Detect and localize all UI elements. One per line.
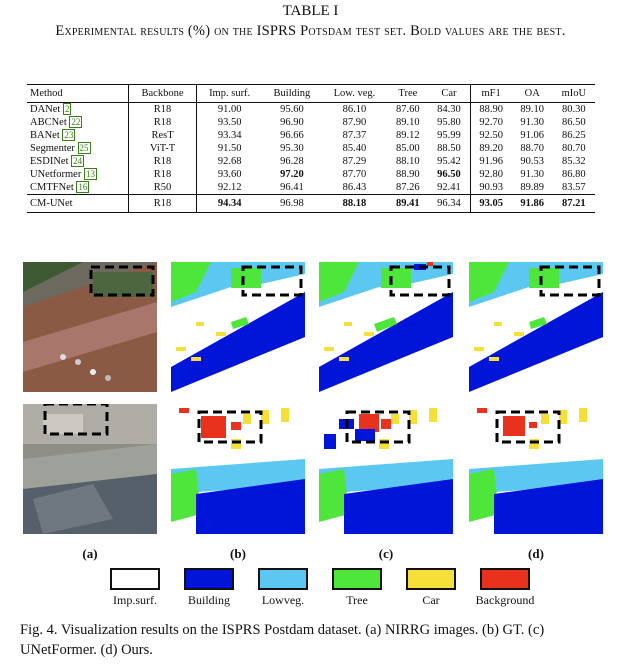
lowveg-cell: 88.18 — [342, 198, 367, 209]
building-cell: 97.20 — [280, 169, 304, 180]
legend-item — [322, 568, 392, 608]
imp-cell: 93.50 — [217, 117, 242, 128]
col-miou: mIoU — [561, 88, 587, 99]
tree-cell: 89.41 — [396, 198, 420, 209]
building-cell: 96.98 — [280, 198, 304, 209]
method-name: CMTFNet — [30, 182, 74, 193]
car-cell: 95.80 — [428, 116, 470, 129]
miou-cell: 87.21 — [562, 198, 586, 209]
table-row — [27, 116, 595, 129]
table-row — [27, 168, 595, 181]
col-lowveg: Low. veg. — [333, 88, 376, 99]
mf1-cell: 88.90 — [479, 104, 503, 115]
method-cell — [27, 103, 129, 117]
legend-swatch — [258, 568, 308, 590]
backbone-cell: ResT — [129, 129, 197, 142]
legend-item — [470, 568, 540, 608]
imp-cell: 93.34 — [217, 130, 242, 141]
method-cell — [27, 116, 129, 129]
mf1-cell: 89.20 — [479, 143, 503, 154]
miou-cell: 86.50 — [562, 117, 586, 128]
method-cell — [27, 142, 129, 155]
col-method: Method — [27, 85, 129, 103]
mf1-cell: 92.50 — [479, 130, 503, 141]
car-cell: 95.42 — [428, 155, 470, 168]
imp-cell: 93.60 — [217, 169, 242, 180]
legend-item — [396, 568, 466, 608]
unetformer-image-1 — [319, 262, 453, 392]
table-row — [27, 181, 595, 195]
legend-label: Building — [187, 593, 230, 607]
legend-item — [248, 568, 318, 608]
car-cell: 88.50 — [428, 142, 470, 155]
gt-image-2 — [171, 404, 305, 534]
method-name: DANet — [30, 104, 61, 115]
building-cell: 96.41 — [280, 182, 304, 193]
oa-cell: 91.06 — [520, 130, 545, 141]
legend-label: Background — [475, 593, 535, 607]
table-label: TABLE I — [282, 3, 339, 19]
col-mf1: mF1 — [481, 88, 501, 99]
oa-cell: 89.10 — [520, 104, 545, 115]
miou-cell: 86.25 — [562, 130, 586, 141]
backbone-cell: R50 — [129, 181, 197, 195]
table-row — [27, 129, 595, 142]
imp-cell: 92.12 — [217, 182, 242, 193]
legend-swatch — [184, 568, 234, 590]
table-row — [27, 103, 595, 117]
backbone-cell: R18 — [129, 168, 197, 181]
building-cell: 96.28 — [280, 156, 304, 167]
ours-image-2 — [469, 404, 603, 534]
building-cell: 96.66 — [280, 130, 304, 141]
miou-cell: 80.30 — [562, 104, 586, 115]
method-name: ABCNet — [30, 117, 67, 128]
oa-cell: 91.30 — [520, 117, 545, 128]
citation-link[interactable]: 22 — [71, 117, 81, 127]
lowveg-cell: 87.37 — [342, 130, 367, 141]
col-building: Building — [273, 88, 311, 99]
legend-item — [174, 568, 244, 608]
backbone-cell: R18 — [129, 116, 197, 129]
table-caption: Experimental results (%) on the ISPRS Potsdam test set. Bold values are the best. — [55, 23, 566, 39]
method-cell — [27, 155, 129, 168]
tree-cell: 89.12 — [396, 130, 420, 141]
lowveg-cell: 87.70 — [342, 169, 367, 180]
miou-cell: 86.80 — [562, 169, 586, 180]
oa-cell: 88.70 — [520, 143, 545, 154]
tree-cell: 88.10 — [396, 156, 420, 167]
method-name: Segmenter — [30, 143, 75, 154]
building-cell: 95.30 — [280, 143, 304, 154]
method-cell — [27, 129, 129, 142]
subfigure-label-a: (a) — [82, 546, 98, 561]
table-row-cm-unet — [27, 195, 595, 213]
method-name: UNetformer — [30, 169, 82, 180]
citation-link[interactable]: 13 — [85, 169, 95, 179]
legend-swatch — [480, 568, 530, 590]
backbone-cell: R18 — [129, 155, 197, 168]
miou-cell: 83.57 — [562, 182, 586, 193]
lowveg-cell: 87.90 — [342, 117, 367, 128]
table-header-row — [27, 85, 595, 103]
method-name: BANet — [30, 130, 60, 141]
mf1-cell: 92.80 — [479, 169, 503, 180]
legend — [100, 568, 540, 608]
method-cell — [27, 168, 129, 181]
tree-cell: 88.90 — [396, 169, 420, 180]
building-cell: 95.60 — [280, 104, 304, 115]
oa-cell: 90.53 — [520, 156, 545, 167]
method-cell — [27, 181, 129, 195]
tree-cell: 87.60 — [396, 104, 420, 115]
lowveg-cell: 86.10 — [342, 104, 367, 115]
backbone-cell: R18 — [129, 103, 197, 117]
table-row — [27, 142, 595, 155]
car-cell: 96.34 — [428, 195, 470, 213]
col-oa: OA — [524, 88, 540, 99]
miou-cell: 85.32 — [562, 156, 586, 167]
legend-swatch — [110, 568, 160, 590]
backbone-cell: ViT-T — [129, 142, 197, 155]
imp-cell: 91.00 — [217, 104, 242, 115]
visualization-grid — [23, 262, 603, 542]
subfigure-label-d: (d) — [528, 546, 544, 561]
oa-cell: 91.86 — [520, 198, 545, 209]
oa-cell: 89.89 — [520, 182, 545, 193]
results-table — [27, 84, 595, 213]
citation-link[interactable]: 2 — [64, 104, 70, 114]
legend-label: Lowveg. — [261, 593, 305, 607]
legend-item — [100, 568, 170, 608]
legend-label: Tree — [346, 593, 368, 607]
car-cell: 84.30 — [428, 103, 470, 117]
tree-cell: 89.10 — [396, 117, 420, 128]
oa-cell: 91.30 — [520, 169, 545, 180]
car-cell: 92.41 — [428, 181, 470, 195]
citation-link[interactable]: 25 — [79, 143, 89, 153]
miou-cell: 80.70 — [562, 143, 586, 154]
citation-link[interactable]: 23 — [64, 130, 74, 140]
mf1-cell: 91.96 — [479, 156, 503, 167]
figure-caption: Fig. 4. Visualization results on the ISPRS Postdam dataset. (a) NIRRG images. (b) GT. (c) UNetFormer. (d) Ours. — [20, 622, 545, 658]
lowveg-cell: 87.29 — [342, 156, 367, 167]
mf1-cell: 92.70 — [479, 117, 503, 128]
citation-link[interactable]: 16 — [78, 182, 88, 192]
table-row — [27, 155, 595, 168]
car-cell: 95.99 — [428, 129, 470, 142]
legend-swatch — [332, 568, 382, 590]
nirrg-image-2 — [23, 404, 157, 534]
gt-image-1 — [171, 262, 305, 392]
unetformer-image-2 — [319, 404, 453, 534]
subfigure-label-c: (c) — [378, 546, 394, 561]
lowveg-cell: 85.40 — [342, 143, 367, 154]
method-name: ESDINet — [30, 156, 69, 167]
nirrg-image-1 — [23, 262, 157, 392]
imp-cell: 91.50 — [217, 143, 242, 154]
col-imp: Imp. surf. — [209, 88, 251, 99]
legend-swatch — [406, 568, 456, 590]
tree-cell: 85.00 — [396, 143, 420, 154]
col-backbone: Backbone — [129, 85, 197, 103]
col-tree: Tree — [398, 88, 418, 99]
col-car: Car — [428, 85, 470, 103]
tree-cell: 87.26 — [396, 182, 420, 193]
subfigure-label-b: (b) — [230, 546, 246, 561]
imp-cell: 94.34 — [217, 198, 242, 209]
method-cell: CM-UNet — [27, 195, 129, 213]
mf1-cell: 93.05 — [479, 198, 503, 209]
car-cell: 96.50 — [428, 168, 470, 181]
ours-image-1 — [469, 262, 603, 392]
backbone-cell: R18 — [129, 195, 197, 213]
building-cell: 96.90 — [280, 117, 304, 128]
mf1-cell: 90.93 — [479, 182, 503, 193]
citation-link[interactable]: 24 — [73, 156, 83, 166]
legend-label: Car — [422, 593, 440, 607]
imp-cell: 92.68 — [217, 156, 242, 167]
legend-label: Imp.surf. — [113, 593, 157, 607]
lowveg-cell: 86.43 — [342, 182, 367, 193]
